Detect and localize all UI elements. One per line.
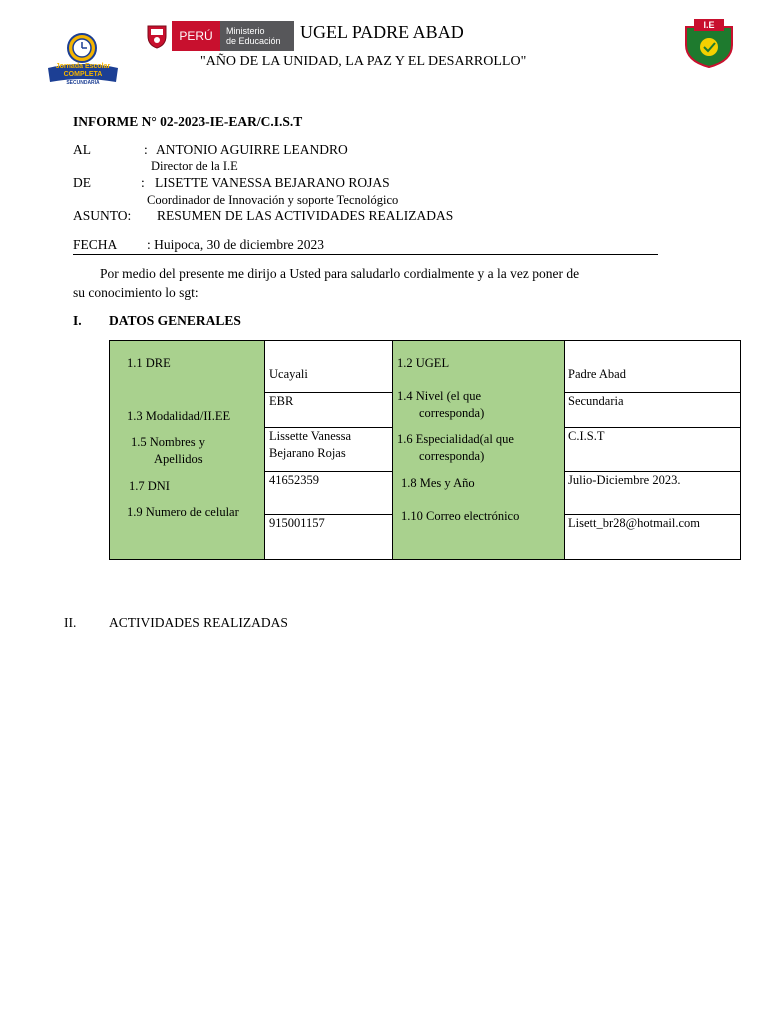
- logo-left-subtext: SECUNDARIA: [66, 80, 100, 86]
- label-nombres: 1.5 Nombres y: [131, 435, 205, 449]
- to-name: ANTONIO AGUIRRE LEANDRO: [156, 142, 348, 157]
- from-separator: :: [141, 175, 145, 190]
- label-dni: 1.7 DNI: [129, 479, 170, 493]
- heading-divider: [73, 254, 658, 255]
- label-correo: 1.10 Correo electrónico: [401, 509, 520, 523]
- label-celular: 1.9 Numero de celular: [127, 505, 239, 519]
- label-apellidos: Apellidos: [154, 452, 203, 466]
- date-label: FECHA: [73, 237, 118, 252]
- table-divider-2: [392, 340, 393, 560]
- value-nombres: Lissette Vanessa: [269, 429, 352, 443]
- section-2-title: ACTIVIDADES REALIZADAS: [109, 615, 288, 630]
- to-role: Director de la I.E: [151, 159, 238, 173]
- subject-label: ASUNTO:: [73, 208, 132, 223]
- school-crest-logo: [682, 17, 736, 69]
- value-ugel: Padre Abad: [568, 367, 626, 381]
- label-nivel: 1.4 Nivel (el que: [397, 389, 482, 403]
- value-dni: 41652359: [269, 473, 319, 487]
- value-modalidad: EBR: [269, 394, 294, 408]
- report-title: INFORME N° 02-2023-IE-EAR/C.I.S.T: [73, 114, 303, 129]
- subject-text: RESUMEN DE LAS ACTIVIDADES REALIZADAS: [157, 208, 454, 223]
- value-dre: Ucayali: [269, 367, 308, 381]
- from-label: DE: [73, 175, 91, 190]
- label-especialidad-cont: corresponda): [419, 449, 485, 463]
- table-divider-1: [264, 340, 265, 560]
- label-dre: 1.1 DRE: [127, 356, 171, 370]
- label-ugel: 1.2 UGEL: [397, 356, 450, 370]
- ministry-line2: de Educación: [226, 36, 281, 46]
- jornada-escolar-completa-logo: [42, 30, 124, 88]
- value-especialidad: C.I.S.T: [568, 429, 605, 443]
- table-border-top: [109, 340, 741, 341]
- year-motto: "AÑO DE LA UNIDAD, LA PAZ Y EL DESARROLLO": [200, 54, 527, 69]
- ministry-line1: Ministerio: [226, 26, 265, 36]
- ugel-title: UGEL PADRE ABAD: [300, 22, 464, 42]
- table-divider-3: [564, 340, 565, 560]
- section-1-number: I.: [73, 313, 82, 328]
- table-border-bottom: [109, 559, 741, 560]
- to-separator: :: [144, 142, 148, 157]
- value-mes-anio: Julio-Diciembre 2023.: [568, 473, 681, 487]
- date-text: : Huipoca, 30 de diciembre 2023: [147, 237, 324, 252]
- label-mes-anio: 1.8 Mes y Año: [401, 476, 475, 490]
- peru-shield-icon: [142, 21, 172, 51]
- label-nivel-cont: corresponda): [419, 406, 485, 420]
- value-nivel: Secundaria: [568, 394, 624, 408]
- value-celular: 915001157: [269, 516, 325, 530]
- section-1-title: DATOS GENERALES: [109, 313, 241, 328]
- section-2-number: II.: [64, 615, 77, 630]
- ministry-label: [220, 21, 294, 51]
- peru-label: PERÚ: [172, 21, 220, 51]
- intro-line-1: Por medio del presente me dirijo a Usted para saludarlo cordialmente y a la vez poner de: [100, 266, 580, 281]
- to-label: AL: [73, 142, 91, 157]
- from-name: LISETTE VANESSA BEJARANO ROJAS: [155, 175, 390, 190]
- peru-ministry-logo: [142, 21, 296, 51]
- intro-line-2: su conocimiento lo sgt:: [73, 285, 199, 300]
- value-correo: Lisett_br28@hotmail.com: [568, 516, 700, 530]
- crest-text: I.E: [703, 20, 715, 30]
- from-role: Coordinador de Innovación y soporte Tecnológico: [147, 193, 399, 207]
- label-modalidad: 1.3 Modalidad/II.EE: [127, 409, 231, 423]
- general-data-table: [109, 340, 741, 560]
- table-border-left: [109, 340, 110, 560]
- label-especialidad: 1.6 Especialidad(al que: [397, 432, 514, 446]
- table-border-right: [740, 340, 741, 560]
- value-apellidos: Bejarano Rojas: [269, 446, 346, 460]
- logo-left-text: Jornada Escolar COMPLETA: [55, 63, 111, 78]
